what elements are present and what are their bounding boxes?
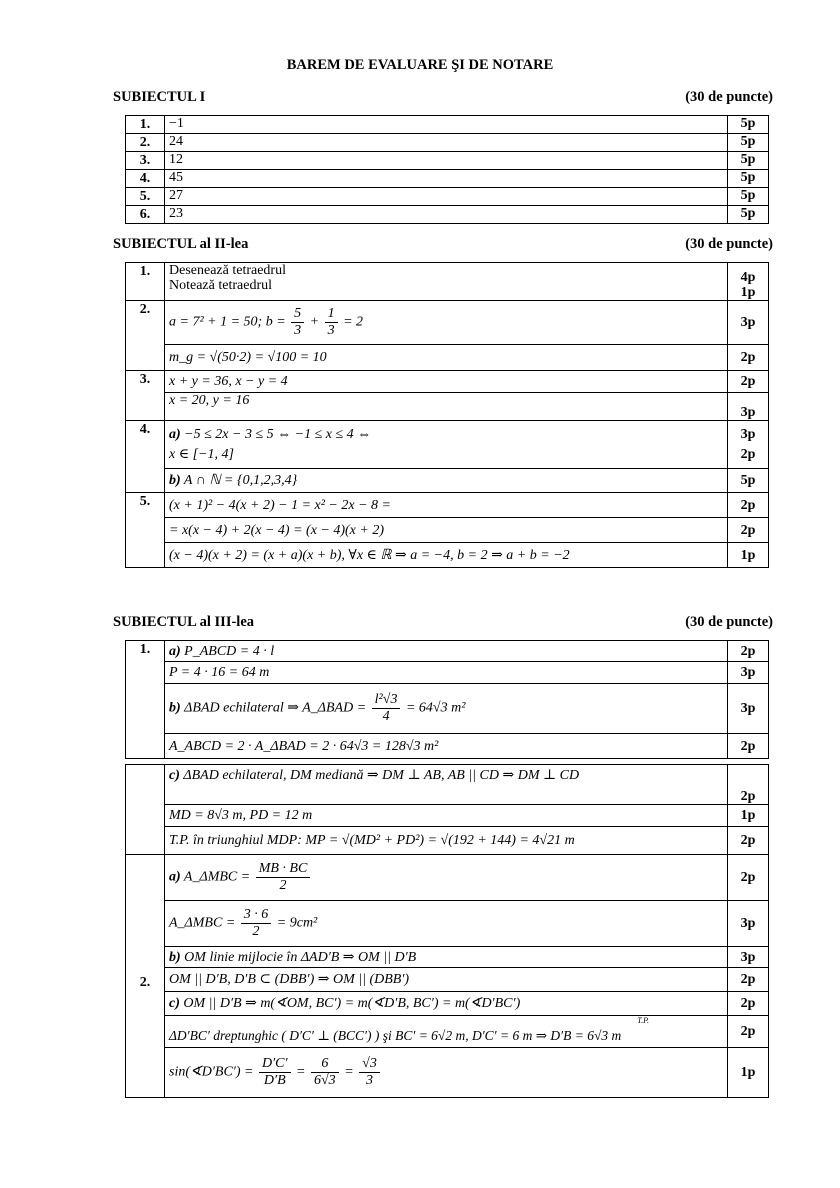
item-answer: 27: [165, 188, 728, 206]
table-row: [126, 968, 769, 992]
item-points: [728, 421, 769, 469]
item-answer: sin(∢D′BC′) = $\frac{D'C'}{D'B}$ = $\frac{6}{6√3}$ = $\frac{√3}{3}$: [165, 1048, 728, 1098]
item-points: 5p: [728, 134, 769, 152]
section-1-heading: [113, 89, 773, 106]
item-number: 4.: [126, 170, 165, 188]
fraction: [241, 907, 272, 940]
table-row: [126, 469, 769, 493]
item-answer: [165, 684, 728, 734]
points-line: 4p: [740, 270, 756, 285]
fraction: [372, 692, 401, 725]
fraction: [325, 306, 338, 339]
item-number: 1.: [126, 116, 165, 134]
numerator: D′C′: [259, 1056, 291, 1073]
item-points: 2p: [728, 518, 769, 543]
item-answer: m_g = √(50·2) = √100 = 10: [165, 345, 728, 371]
table-row: [126, 206, 769, 224]
item-number: 5.: [126, 493, 165, 568]
table-row: [126, 188, 769, 206]
table-row: [126, 543, 769, 568]
item-answer: (x + 1)² − 4(x + 2) − 1 = x² − 2x − 8 =: [165, 493, 728, 518]
item-points: 2p: [728, 641, 769, 662]
item-answer: (x − 4)(x + 2) = (x + a)(x + b), ∀x ∈ ℝ ⇒ a = −4, b = 2 ⇒ a + b = −2: [165, 543, 728, 568]
section-2-heading: [113, 236, 773, 253]
table-row: [126, 393, 769, 421]
denominator: 3: [327, 323, 335, 338]
denominator: D′B: [263, 1073, 286, 1088]
item-points: 2p: [728, 765, 769, 805]
item-answer: [165, 301, 728, 345]
table-row: [126, 947, 769, 968]
table-row: [126, 765, 769, 805]
points-line: 3p: [740, 427, 756, 442]
denominator: 3: [365, 1073, 373, 1088]
section-2-points: (30 de puncte): [685, 236, 773, 252]
section-1-title: SUBIECTUL I: [113, 89, 206, 105]
item-points: 2p: [728, 345, 769, 371]
table-row: [126, 992, 769, 1016]
equation-part: A_ΔMBC =: [183, 869, 251, 885]
item-points: 2p: [728, 968, 769, 992]
part-label: b): [169, 473, 181, 488]
numerator: 5: [291, 306, 304, 323]
denominator: 4: [382, 709, 390, 724]
item-number: 1.: [126, 263, 165, 301]
item-number: 3.: [126, 152, 165, 170]
item-answer: 24: [165, 134, 728, 152]
section-1-table: [125, 115, 769, 224]
item-points: 3p: [728, 301, 769, 345]
table-row: [126, 641, 769, 662]
item-points: 5p: [728, 152, 769, 170]
item-points: 3p: [728, 947, 769, 968]
item-answer: 12: [165, 152, 728, 170]
tp-annotation: T.P.: [637, 1016, 649, 1025]
points-line: 2p: [740, 447, 756, 462]
item-points: 1p: [728, 1048, 769, 1098]
table-row: [126, 263, 769, 301]
table-row: [126, 734, 769, 759]
section-2-title: SUBIECTUL al II-lea: [113, 236, 249, 252]
numerator: √3: [359, 1056, 380, 1073]
table-row: [126, 518, 769, 543]
table-row: [126, 805, 769, 827]
part-label: c): [169, 768, 180, 783]
equation-part: ΔBAD echilateral, DM mediană ⇒ DM ⊥ AB, AB || CD ⇒ DM ⊥ CD: [183, 768, 580, 783]
denominator: 3: [294, 323, 302, 338]
item-answer: [165, 641, 728, 662]
item-answer: −1: [165, 116, 728, 134]
table-row: [126, 1016, 769, 1048]
equation-part: P_ABCD = 4 · l: [184, 643, 275, 659]
item-answer: [165, 947, 728, 968]
equation-part: = 2: [343, 314, 364, 330]
section-3-title: SUBIECTUL al III-lea: [113, 614, 255, 630]
item-points: [728, 263, 769, 301]
equation-part: A ∩ ℕ = {0,1,2,3,4}: [183, 473, 298, 488]
section-3-heading: [113, 614, 773, 631]
equation-part: a = 7² + 1 = 50; b =: [169, 314, 286, 330]
item-points: 5p: [728, 469, 769, 493]
equation-part: OM linie mijlocie în ΔAD′B ⇒ OM || D′B: [184, 949, 417, 965]
equation-part: sin(∢D′BC′) =: [169, 1064, 254, 1080]
part-label: c): [169, 996, 180, 1011]
item-points: 5p: [728, 206, 769, 224]
item-points: 2p: [728, 827, 769, 855]
table-row: [126, 134, 769, 152]
section-3-table-a: [125, 640, 769, 759]
item-points: 5p: [728, 170, 769, 188]
fraction: [291, 306, 304, 339]
item-answer: 23: [165, 206, 728, 224]
part-label: b): [169, 949, 181, 965]
item-answer: 45: [165, 170, 728, 188]
table-row: [126, 371, 769, 393]
item-answer: = x(x − 4) + 2(x − 4) = (x − 4)(x + 2): [165, 518, 728, 543]
part-label: a): [169, 869, 181, 885]
item-points: 2p: [728, 734, 769, 759]
item-answer: MD = 8√3 m, PD = 12 m: [165, 805, 728, 827]
section-2-table: [125, 262, 769, 568]
part-label: a): [169, 427, 181, 442]
document-title: BAREM DE EVALUARE ŞI DE NOTARE: [286, 57, 554, 73]
fraction: [259, 1056, 291, 1089]
denominator: 2: [279, 878, 287, 893]
table-row: [126, 493, 769, 518]
item-answer: [165, 421, 728, 469]
item-number: 2.: [126, 855, 165, 1098]
item-number: 5.: [126, 188, 165, 206]
item-number: 1.: [126, 641, 165, 759]
answer-line: x ∈ [−1, 4]: [169, 447, 234, 462]
item-points: 2p: [728, 371, 769, 393]
table-row: [126, 152, 769, 170]
table-row: [126, 684, 769, 734]
fraction: [359, 1056, 380, 1089]
table-row: [126, 170, 769, 188]
item-answer: x + y = 36, x − y = 4: [165, 371, 728, 393]
item-points: 3p: [728, 901, 769, 947]
denominator: 6√3: [314, 1073, 336, 1088]
answer-line: Notează tetraedrul: [169, 278, 272, 293]
numerator: MB · BC: [256, 861, 311, 878]
table-row: [126, 855, 769, 901]
numerator: l²√3: [372, 692, 401, 709]
item-number: 6.: [126, 206, 165, 224]
points-line: 1p: [740, 285, 756, 300]
denominator: 2: [252, 924, 260, 939]
item-points: 2p: [728, 855, 769, 901]
item-points: 5p: [728, 188, 769, 206]
item-points: 1p: [728, 805, 769, 827]
table-row: [126, 901, 769, 947]
equation-part: = 64√3 m²: [405, 700, 466, 716]
item-points: 2p: [728, 493, 769, 518]
table-row: [126, 827, 769, 855]
item-answer: x = 20, y = 16: [165, 393, 728, 421]
table-row: [126, 301, 769, 345]
item-points: 3p: [728, 662, 769, 684]
section-3-table-b: [125, 764, 769, 1098]
item-points: 3p: [728, 684, 769, 734]
equation-part: = 9cm²: [276, 915, 318, 931]
fraction: [311, 1056, 339, 1089]
item-number: 2.: [126, 301, 165, 371]
item-points: 2p: [728, 992, 769, 1016]
numerator: 1: [325, 306, 338, 323]
part-label: b): [169, 700, 181, 716]
item-number: 3.: [126, 371, 165, 421]
item-answer: [165, 263, 728, 301]
table-row: [126, 116, 769, 134]
item-points: 1p: [728, 543, 769, 568]
item-number: [126, 765, 165, 855]
item-number: 4.: [126, 421, 165, 493]
equation-part: OM || D′B ⇒ m(∢OM, BC′) = m(∢D′B, BC′) = m(∢D′BC′): [183, 996, 521, 1011]
item-answer: [165, 469, 728, 493]
item-answer: A_ABCD = 2 · A_ΔBAD = 2 · 64√3 = 128√3 m²: [165, 734, 728, 759]
item-points: 5p: [728, 116, 769, 134]
item-answer: T.P. în triunghiul MDP: MP = √(MD² + PD²) = √(192 + 144) = 4√21 m: [165, 827, 728, 855]
equation-part: ΔD′BC′ dreptunghic ( D′C′ ⊥ (BCC′) ) şi BC′ = 6√2 m, D′C′ = 6 m ⇒ D′B = 6√3 m: [169, 1028, 622, 1043]
section-1-points: (30 de puncte): [685, 89, 773, 105]
table-row: [126, 345, 769, 371]
table-row: [126, 1048, 769, 1098]
section-3-points: (30 de puncte): [685, 614, 773, 630]
item-answer: [165, 855, 728, 901]
item-answer: OM || D′B, D′B ⊂ (DBB′) ⇒ OM || (DBB′): [165, 968, 728, 992]
item-points: 3p: [728, 393, 769, 421]
numerator: 3 · 6: [241, 907, 272, 924]
item-answer: [165, 992, 728, 1016]
answer-line: [169, 425, 723, 445]
equation-part: A_ΔMBC =: [169, 915, 236, 931]
item-points: 2p: [728, 1016, 769, 1048]
numerator: 6: [311, 1056, 339, 1073]
item-number: 2.: [126, 134, 165, 152]
item-answer: [165, 901, 728, 947]
item-answer: [165, 1016, 728, 1048]
fraction: [256, 861, 311, 894]
equation-part: ΔBAD echilateral ⇒ A_ΔBAD =: [184, 700, 367, 716]
item-answer: [165, 765, 728, 805]
plus-sign: +: [309, 314, 320, 330]
item-answer: P = 4 · 16 = 64 m: [165, 662, 728, 684]
answer-line: Desenează tetraedrul: [169, 263, 286, 278]
part-label: a): [169, 643, 181, 659]
equation-part: −5 ≤ 2x − 3 ≤ 5 ⇔ −1 ≤ x ≤ 4 ⇔: [184, 427, 372, 442]
table-row: [126, 421, 769, 469]
table-row: [126, 662, 769, 684]
